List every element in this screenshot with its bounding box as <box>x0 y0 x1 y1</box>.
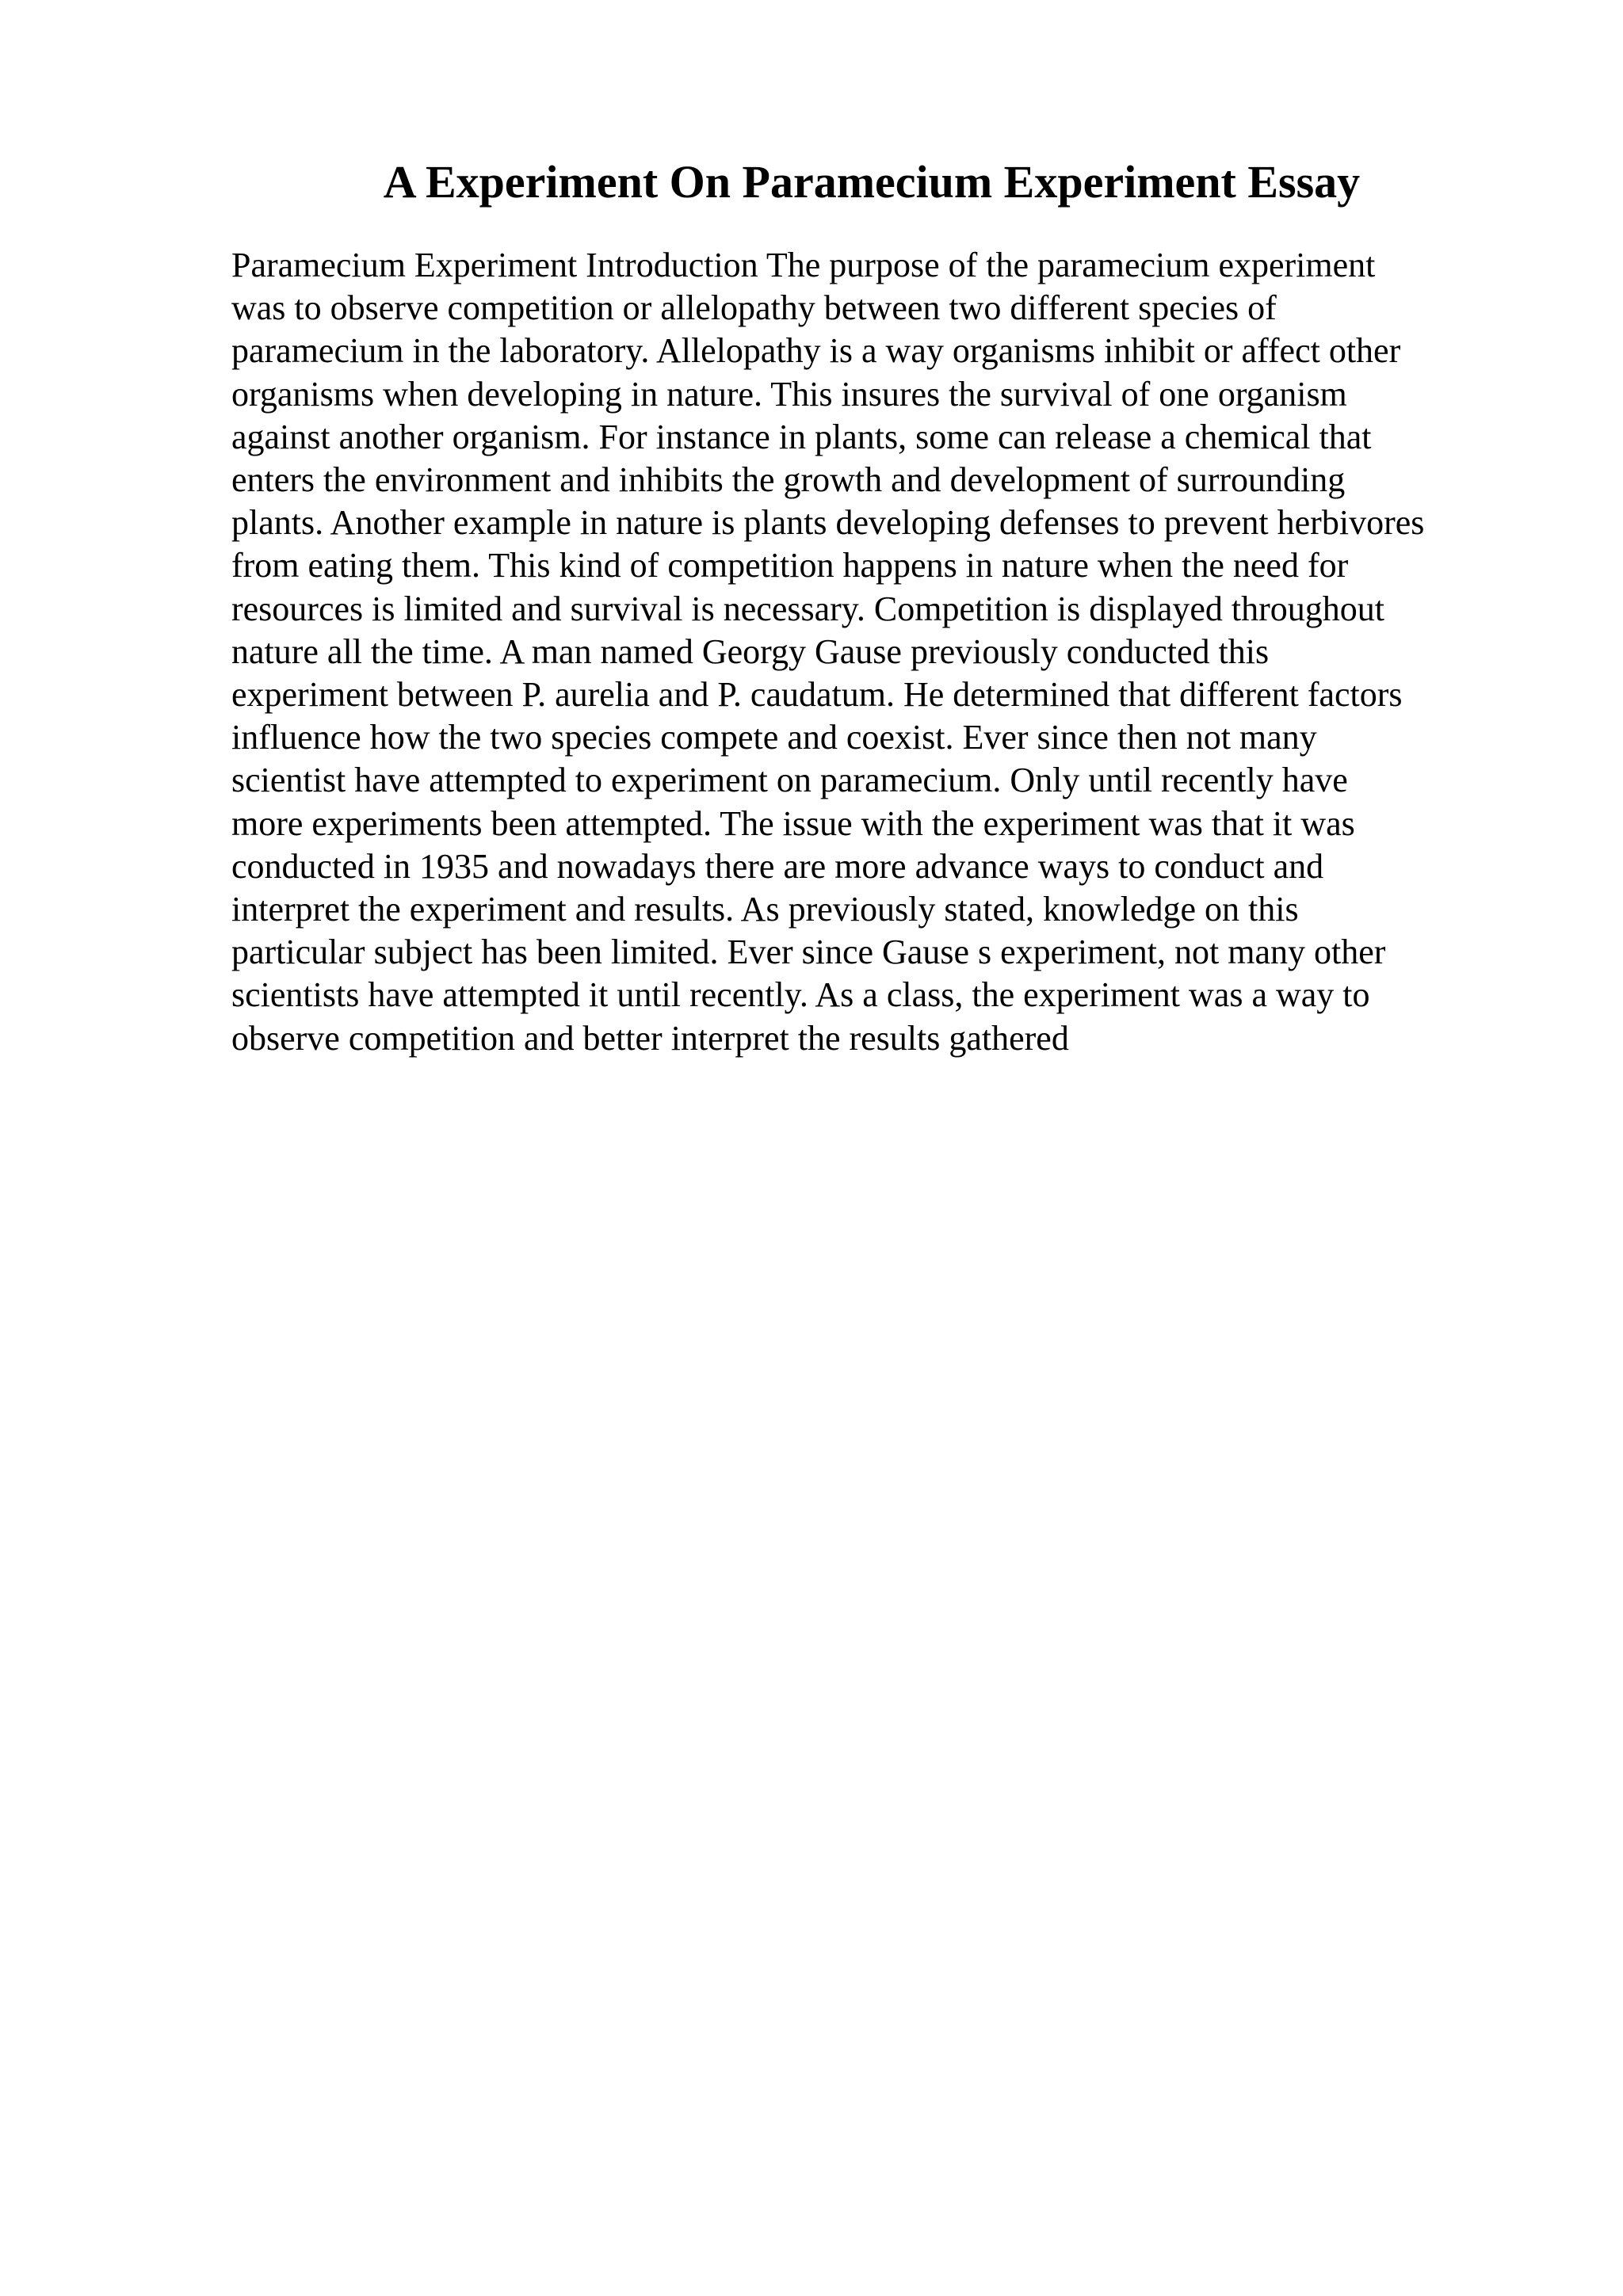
body-line: scientists have attempted it until recently. As a class, the experiment was a way to <box>231 975 1370 1015</box>
body-line: more experiments been attempted. The issue with the experiment was that it was <box>231 803 1355 843</box>
body-line: particular subject has been limited. Ever since Gause s experiment, not many other <box>231 933 1386 972</box>
body-line: observe competition and better interpret the results gathered <box>231 1018 1069 1058</box>
document-body <box>231 244 1594 1060</box>
body-line: enters the environment and inhibits the growth and development of surrounding <box>231 460 1346 500</box>
body-line: scientist have attempted to experiment on paramecium. Only until recently have <box>231 761 1348 800</box>
body-line: conducted in 1935 and nowadays there are more advance ways to conduct and <box>231 846 1324 886</box>
document-title: A Experiment On Paramecium Experiment Essay <box>383 156 1361 208</box>
body-line: interpret the experiment and results. As previously stated, knowledge on this <box>231 890 1299 929</box>
body-line: from eating them. This kind of competition happens in nature when the need for <box>231 546 1349 585</box>
body-line: resources is limited and survival is necessary. Competition is displayed throughout <box>231 589 1385 628</box>
body-line: experiment between P. aurelia and P. caudatum. He determined that different factors <box>231 675 1403 715</box>
body-line: organisms when developing in nature. This insures the survival of one organism <box>231 374 1347 414</box>
body-line: paramecium in the laboratory. Allelopathy is a way organisms inhibit or affect other <box>231 331 1401 371</box>
body-line: was to observe competition or allelopathy between two different species of <box>231 288 1277 328</box>
body-line: nature all the time. A man named Georgy Gause previously conducted this <box>231 631 1270 671</box>
body-line: against another organism. For instance in plants, some can release a chemical that <box>231 417 1372 456</box>
body-line: plants. Another example in nature is plants developing defenses to prevent herbivores <box>231 503 1425 543</box>
body-line: influence how the two species compete and coexist. Ever since then not many <box>231 718 1317 757</box>
body-line: Paramecium Experiment Introduction The purpose of the paramecium experiment <box>231 246 1376 284</box>
